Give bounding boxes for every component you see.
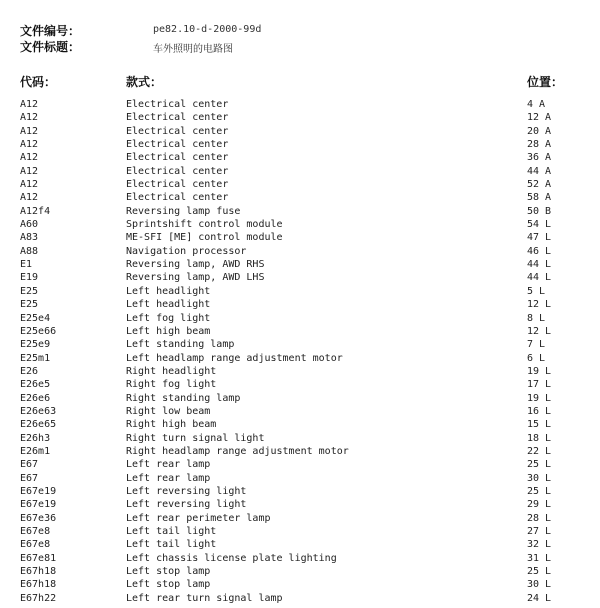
component-description: Electrical center	[126, 99, 229, 110]
component-position: 32 L	[527, 539, 552, 551]
column-header-style: 款式：	[126, 75, 163, 89]
component-code: E25e9	[20, 339, 51, 351]
component-position: 52 A	[527, 179, 552, 191]
list-item	[0, 312, 600, 325]
component-code: E67e8	[20, 526, 51, 537]
component-position: 15 L	[527, 419, 552, 431]
component-code: E67e19	[20, 485, 57, 497]
list-item	[0, 138, 600, 151]
component-position: 54 L	[527, 219, 552, 231]
list-item	[0, 392, 600, 405]
component-code: A12	[20, 152, 39, 164]
component-description: Electrical center	[126, 179, 229, 191]
component-position: 20 A	[527, 125, 552, 137]
component-code: E25	[20, 299, 39, 311]
component-position: 58 A	[527, 192, 552, 204]
component-description: Right standing lamp	[126, 392, 241, 404]
list-item	[0, 178, 600, 191]
component-code: A88	[20, 245, 39, 257]
component-position: 22 L	[527, 445, 552, 457]
list-item	[0, 218, 600, 231]
component-position: 28 L	[527, 512, 552, 524]
component-description: Left headlight	[126, 299, 211, 311]
list-item	[0, 592, 600, 605]
list-item	[0, 205, 600, 218]
component-code: A12f4	[20, 205, 51, 217]
component-position: 24 L	[527, 592, 552, 604]
component-code: E26e6	[20, 392, 51, 404]
component-code: A12	[20, 112, 39, 124]
component-description: Left rear turn signal lamp	[126, 592, 283, 604]
component-position: 27 L	[527, 526, 552, 537]
component-position: 30 L	[527, 472, 552, 484]
component-position: 44 L	[527, 272, 552, 284]
doc-title-value: 车外照明的电路图	[153, 44, 233, 55]
component-position: 36 A	[527, 152, 552, 164]
component-position: 46 L	[527, 245, 552, 257]
component-position: 16 L	[527, 405, 552, 417]
component-code: A12	[20, 139, 39, 151]
list-item	[0, 165, 600, 178]
doc-number-value: pe82.10-d-2000-99d	[153, 24, 262, 35]
list-item	[0, 365, 600, 378]
component-code: E26e63	[20, 405, 57, 417]
list-item	[0, 578, 600, 591]
list-item	[0, 418, 600, 431]
list-item	[0, 151, 600, 164]
list-item	[0, 338, 600, 351]
column-header-position: 位置：	[527, 75, 564, 89]
component-position: 25 L	[527, 485, 552, 497]
list-item	[0, 405, 600, 418]
component-code: E19	[20, 272, 39, 284]
component-description: Left headlamp range adjustment motor	[126, 352, 343, 364]
component-position: 25 L	[527, 459, 552, 471]
component-code: E25e4	[20, 312, 51, 324]
component-description: Reversing lamp, AWD LHS	[126, 272, 265, 284]
component-position: 12 A	[527, 112, 552, 124]
component-description: Reversing lamp, AWD RHS	[126, 259, 265, 271]
component-code: A12	[20, 192, 39, 204]
component-description: Reversing lamp fuse	[126, 205, 241, 217]
list-item	[0, 472, 600, 485]
component-code: E25	[20, 285, 39, 297]
component-position: 12 L	[527, 299, 552, 311]
component-description: Sprintshift control module	[126, 219, 283, 231]
component-position: 29 L	[527, 499, 552, 511]
list-item	[0, 271, 600, 284]
component-code: E67h22	[20, 592, 57, 604]
column-header-code: 代码：	[20, 75, 57, 89]
component-code: E1	[20, 259, 33, 271]
component-code: E26	[20, 365, 39, 377]
component-description: Right turn signal light	[126, 432, 265, 444]
component-description: Electrical center	[126, 165, 229, 177]
component-description: Left tail light	[126, 526, 217, 537]
component-description: Right headlight	[126, 365, 217, 377]
list-item	[0, 111, 600, 124]
component-description: Electrical center	[126, 139, 229, 151]
doc-number-label: 文件编号：	[20, 24, 81, 38]
list-item	[0, 512, 600, 525]
component-description: Right fog light	[126, 379, 217, 391]
component-description: Electrical center	[126, 192, 229, 204]
list-item	[0, 258, 600, 271]
component-code: E67e81	[20, 552, 57, 564]
component-code: A83	[20, 232, 39, 244]
component-code: E67	[20, 459, 39, 471]
component-position: 12 L	[527, 325, 552, 337]
component-description: Left reversing light	[126, 499, 247, 511]
list-item	[0, 125, 600, 138]
component-description: Right low beam	[126, 405, 211, 417]
component-code: E67e36	[20, 512, 57, 524]
component-code: E25m1	[20, 352, 51, 364]
component-position: 7 L	[527, 339, 546, 351]
component-description: Left rear perimeter lamp	[126, 512, 271, 524]
component-position: 6 L	[527, 352, 546, 364]
component-position: 47 L	[527, 232, 552, 244]
component-list	[0, 98, 600, 605]
component-position: 44 L	[527, 259, 552, 271]
component-position: 28 A	[527, 139, 552, 151]
list-item	[0, 285, 600, 298]
component-code: E67e19	[20, 499, 57, 511]
list-item	[0, 525, 600, 538]
component-description: Left high beam	[126, 325, 211, 337]
component-description: Left standing lamp	[126, 339, 235, 351]
component-description: Electrical center	[126, 152, 229, 164]
list-item	[0, 538, 600, 551]
component-position: 19 L	[527, 365, 552, 377]
component-code: E26h3	[20, 432, 51, 444]
list-item	[0, 498, 600, 511]
component-code: A12	[20, 99, 39, 110]
component-position: 18 L	[527, 432, 552, 444]
list-item	[0, 432, 600, 445]
component-description: Electrical center	[126, 112, 229, 124]
component-position: 44 A	[527, 165, 552, 177]
list-item	[0, 565, 600, 578]
component-code: E67e8	[20, 539, 51, 551]
component-code: E67	[20, 472, 39, 484]
doc-title-label: 文件标题：	[20, 40, 81, 54]
list-item	[0, 231, 600, 244]
list-item	[0, 458, 600, 471]
component-description: Left fog light	[126, 312, 211, 324]
component-description: ME-SFI [ME] control module	[126, 232, 283, 244]
list-item	[0, 325, 600, 338]
component-description: Electrical center	[126, 125, 229, 137]
component-code: E67h18	[20, 566, 57, 578]
component-description: Left chassis license plate lighting	[126, 552, 337, 564]
list-item	[0, 191, 600, 204]
list-item	[0, 445, 600, 458]
list-item	[0, 378, 600, 391]
component-description: Left rear lamp	[126, 472, 211, 484]
list-item	[0, 298, 600, 311]
component-code: A12	[20, 125, 39, 137]
component-description: Left tail light	[126, 539, 217, 551]
component-code: A12	[20, 179, 39, 191]
component-code: E26e65	[20, 419, 57, 431]
component-position: 50 B	[527, 205, 552, 217]
component-description: Left stop lamp	[126, 579, 211, 591]
component-code: A60	[20, 219, 39, 231]
component-position: 25 L	[527, 566, 552, 578]
component-position: 30 L	[527, 579, 552, 591]
component-position: 5 L	[527, 285, 546, 297]
list-item	[0, 245, 600, 258]
component-code: E67h18	[20, 579, 57, 591]
component-description: Left rear lamp	[126, 459, 211, 471]
component-description: Navigation processor	[126, 245, 247, 257]
component-description: Right high beam	[126, 419, 217, 431]
component-code: A12	[20, 165, 39, 177]
component-position: 8 L	[527, 312, 546, 324]
list-item	[0, 98, 600, 111]
component-code: E26m1	[20, 445, 51, 457]
component-position: 19 L	[527, 392, 552, 404]
component-description: Left reversing light	[126, 485, 247, 497]
component-code: E26e5	[20, 379, 51, 391]
component-code: E25e66	[20, 325, 57, 337]
component-position: 4 A	[527, 99, 546, 110]
list-item	[0, 552, 600, 565]
list-item	[0, 485, 600, 498]
component-description: Left stop lamp	[126, 566, 211, 578]
component-position: 31 L	[527, 552, 552, 564]
component-description: Left headlight	[126, 285, 211, 297]
component-position: 17 L	[527, 379, 552, 391]
list-item	[0, 352, 600, 365]
component-description: Right headlamp range adjustment motor	[126, 445, 349, 457]
